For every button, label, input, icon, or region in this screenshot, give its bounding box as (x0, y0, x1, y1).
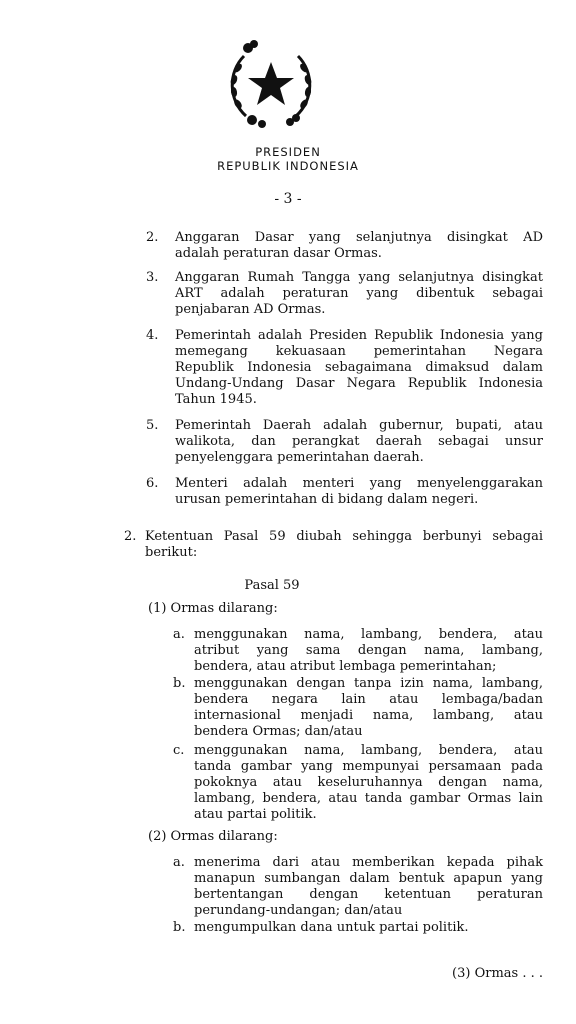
ayat-label: (2) Ormas dilarang: (148, 829, 278, 844)
text-line: Undang-Undang Dasar Negara Republik Indonesia (175, 376, 543, 391)
text-line: bertentangan dengan ketentuan peraturan (194, 887, 543, 902)
text-line: bendera negara lain atau lembaga/badan (194, 692, 543, 707)
list-item (194, 743, 543, 823)
text-line: adalah peraturan dasar Ormas. (175, 246, 382, 261)
garuda-star-emblem-icon (224, 38, 318, 128)
text-line: bendera Ormas; dan/atau (194, 724, 363, 739)
text-line: Anggaran Rumah Tangga yang selanjutnya disingkat (175, 270, 543, 285)
text-line: bendera, atau atribut lembaga pemerintahan; (194, 659, 497, 674)
text-line: berikut: (145, 545, 198, 560)
amendment-number: 2. (124, 529, 137, 544)
text-line: Tahun 1945. (175, 392, 257, 407)
definition-number: 4. (146, 328, 159, 343)
item-letter: b. (173, 676, 186, 691)
item-letter: b. (173, 920, 186, 935)
header-title: PRESIDEN (255, 145, 321, 159)
definition-number: 2. (146, 230, 159, 245)
text-line: Pemerintah adalah Presiden Republik Indonesia yang (175, 328, 543, 343)
definition-number: 6. (146, 476, 159, 491)
list-item (194, 855, 543, 919)
definition-number: 3. (146, 270, 159, 285)
text-line: ART adalah peraturan yang dibentuk sebagai (175, 286, 543, 301)
text-line: menggunakan nama, lambang, bendera, atau (194, 627, 543, 642)
amendment-text (145, 529, 543, 561)
item-letter: a. (173, 855, 185, 870)
text-line: penyelenggara pemerintahan daerah. (175, 450, 424, 465)
ayat-label: (1) Ormas dilarang: (148, 601, 278, 616)
text-line: pokoknya atau keseluruhannya dengan nama, (194, 775, 543, 790)
text-line: tanda gambar yang mempunyai persamaan pada (194, 759, 543, 774)
text-line: menerima dari atau memberikan kepada pihak (194, 855, 543, 870)
text-line: internasional menjadi nama, lambang, atau (194, 708, 543, 723)
text-line: manapun sumbangan dalam bentuk apapun yang (194, 871, 543, 886)
definition-item (175, 230, 543, 262)
definition-number: 5. (146, 418, 159, 433)
continuation-note: (3) Ormas . . . (452, 966, 543, 981)
pasal-title: Pasal 59 (244, 578, 300, 593)
text-line: memegang kekuasaan pemerintahan Negara (175, 344, 543, 359)
text-line: penjabaran AD Ormas. (175, 302, 326, 317)
text-line: menggunakan nama, lambang, bendera, atau (194, 743, 543, 758)
text-line: atribut yang sama dengan nama, lambang, (194, 643, 543, 658)
header-subtitle: REPUBLIK INDONESIA (217, 159, 359, 173)
text-line: menggunakan dengan tanpa izin nama, lambang, (194, 676, 543, 691)
list-item (194, 676, 543, 740)
list-item (194, 920, 543, 936)
text-line: urusan pemerintahan di bidang dalam negeri. (175, 492, 479, 507)
text-line: Menteri adalah menteri yang menyelenggarakan (175, 476, 543, 491)
text-line: perundang-undangan; dan/atau (194, 903, 403, 918)
page-number: - 3 - (274, 191, 302, 207)
text-line: atau partai politik. (194, 807, 317, 822)
text-line: Anggaran Dasar yang selanjutnya disingkat AD (175, 230, 543, 245)
text-line: Republik Indonesia sebagaimana dimaksud dalam (175, 360, 543, 375)
definition-item (175, 328, 543, 408)
list-item (194, 627, 543, 675)
definition-item (175, 476, 543, 508)
text-line: walikota, dan perangkat daerah sebagai unsur (175, 434, 543, 449)
item-letter: a. (173, 627, 185, 642)
text-line: Ketentuan Pasal 59 diubah sehingga berbunyi sebagai (145, 529, 543, 544)
text-line: Pemerintah Daerah adalah gubernur, bupati, atau (175, 418, 543, 433)
definition-item (175, 270, 543, 318)
text-line: mengumpulkan dana untuk partai politik. (194, 920, 469, 935)
definition-item (175, 418, 543, 466)
text-line: lambang, bendera, atau tanda gambar Ormas lain (194, 791, 543, 806)
item-letter: c. (173, 743, 185, 758)
